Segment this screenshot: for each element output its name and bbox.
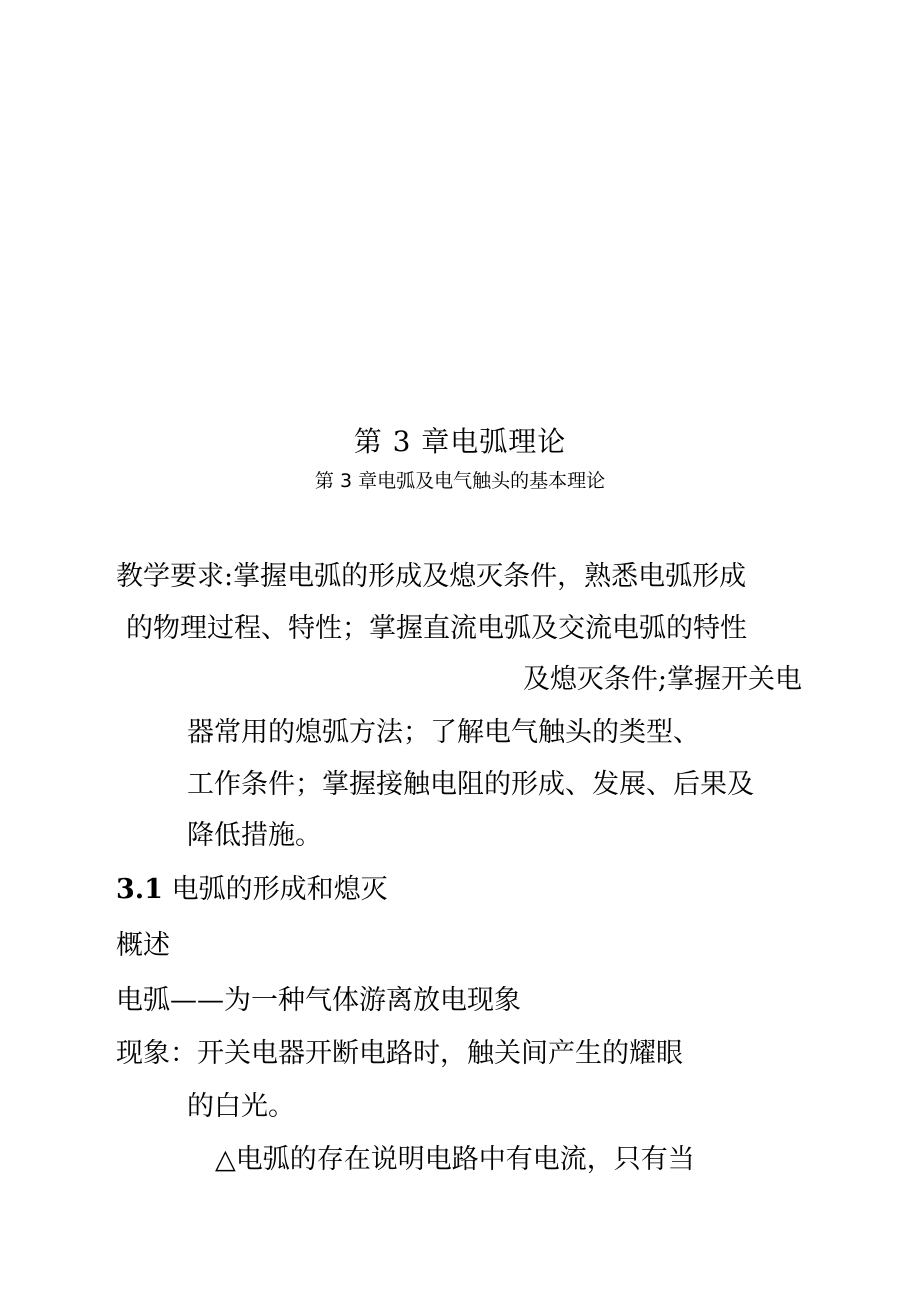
chapter-title: 第 3 章电弧理论 [353,425,567,458]
requirements-line-5: 工作条件；掌握接触电阻的形成、发展、后果及 [187,769,754,800]
note-line: △电弧的存在说明电路中有电流，只有当 [215,1144,695,1175]
requirements-line-3: 及熄灭条件;掌握开关电 [522,664,802,695]
phenomenon-line-2: 的白光。 [187,1091,295,1122]
requirements-line-4: 器常用的熄弧方法；了解电气触头的类型、 [187,717,700,748]
phenomenon-line-1: 现象：开关电器开断电路时，触关间产生的耀眼 [116,1038,683,1069]
section-title: 电弧的形成和熄灭 [171,874,388,905]
chapter-subtitle: 第 3 章电弧及电气触头的基本理论 [314,470,606,492]
requirements-line-2: 的物理过程、特性；掌握直流电弧及交流电弧的特性 [126,613,747,644]
arc-definition: 电弧——为一种气体游离放电现象 [116,985,521,1016]
section-number: 3.1 [116,874,163,905]
section-heading [116,872,388,908]
overview-label: 概述 [116,930,170,961]
requirements-line-6: 降低措施。 [187,820,322,851]
requirements-line-1: 教学要求:掌握电弧的形成及熄灭条件，熟悉电弧形成 [116,561,747,592]
